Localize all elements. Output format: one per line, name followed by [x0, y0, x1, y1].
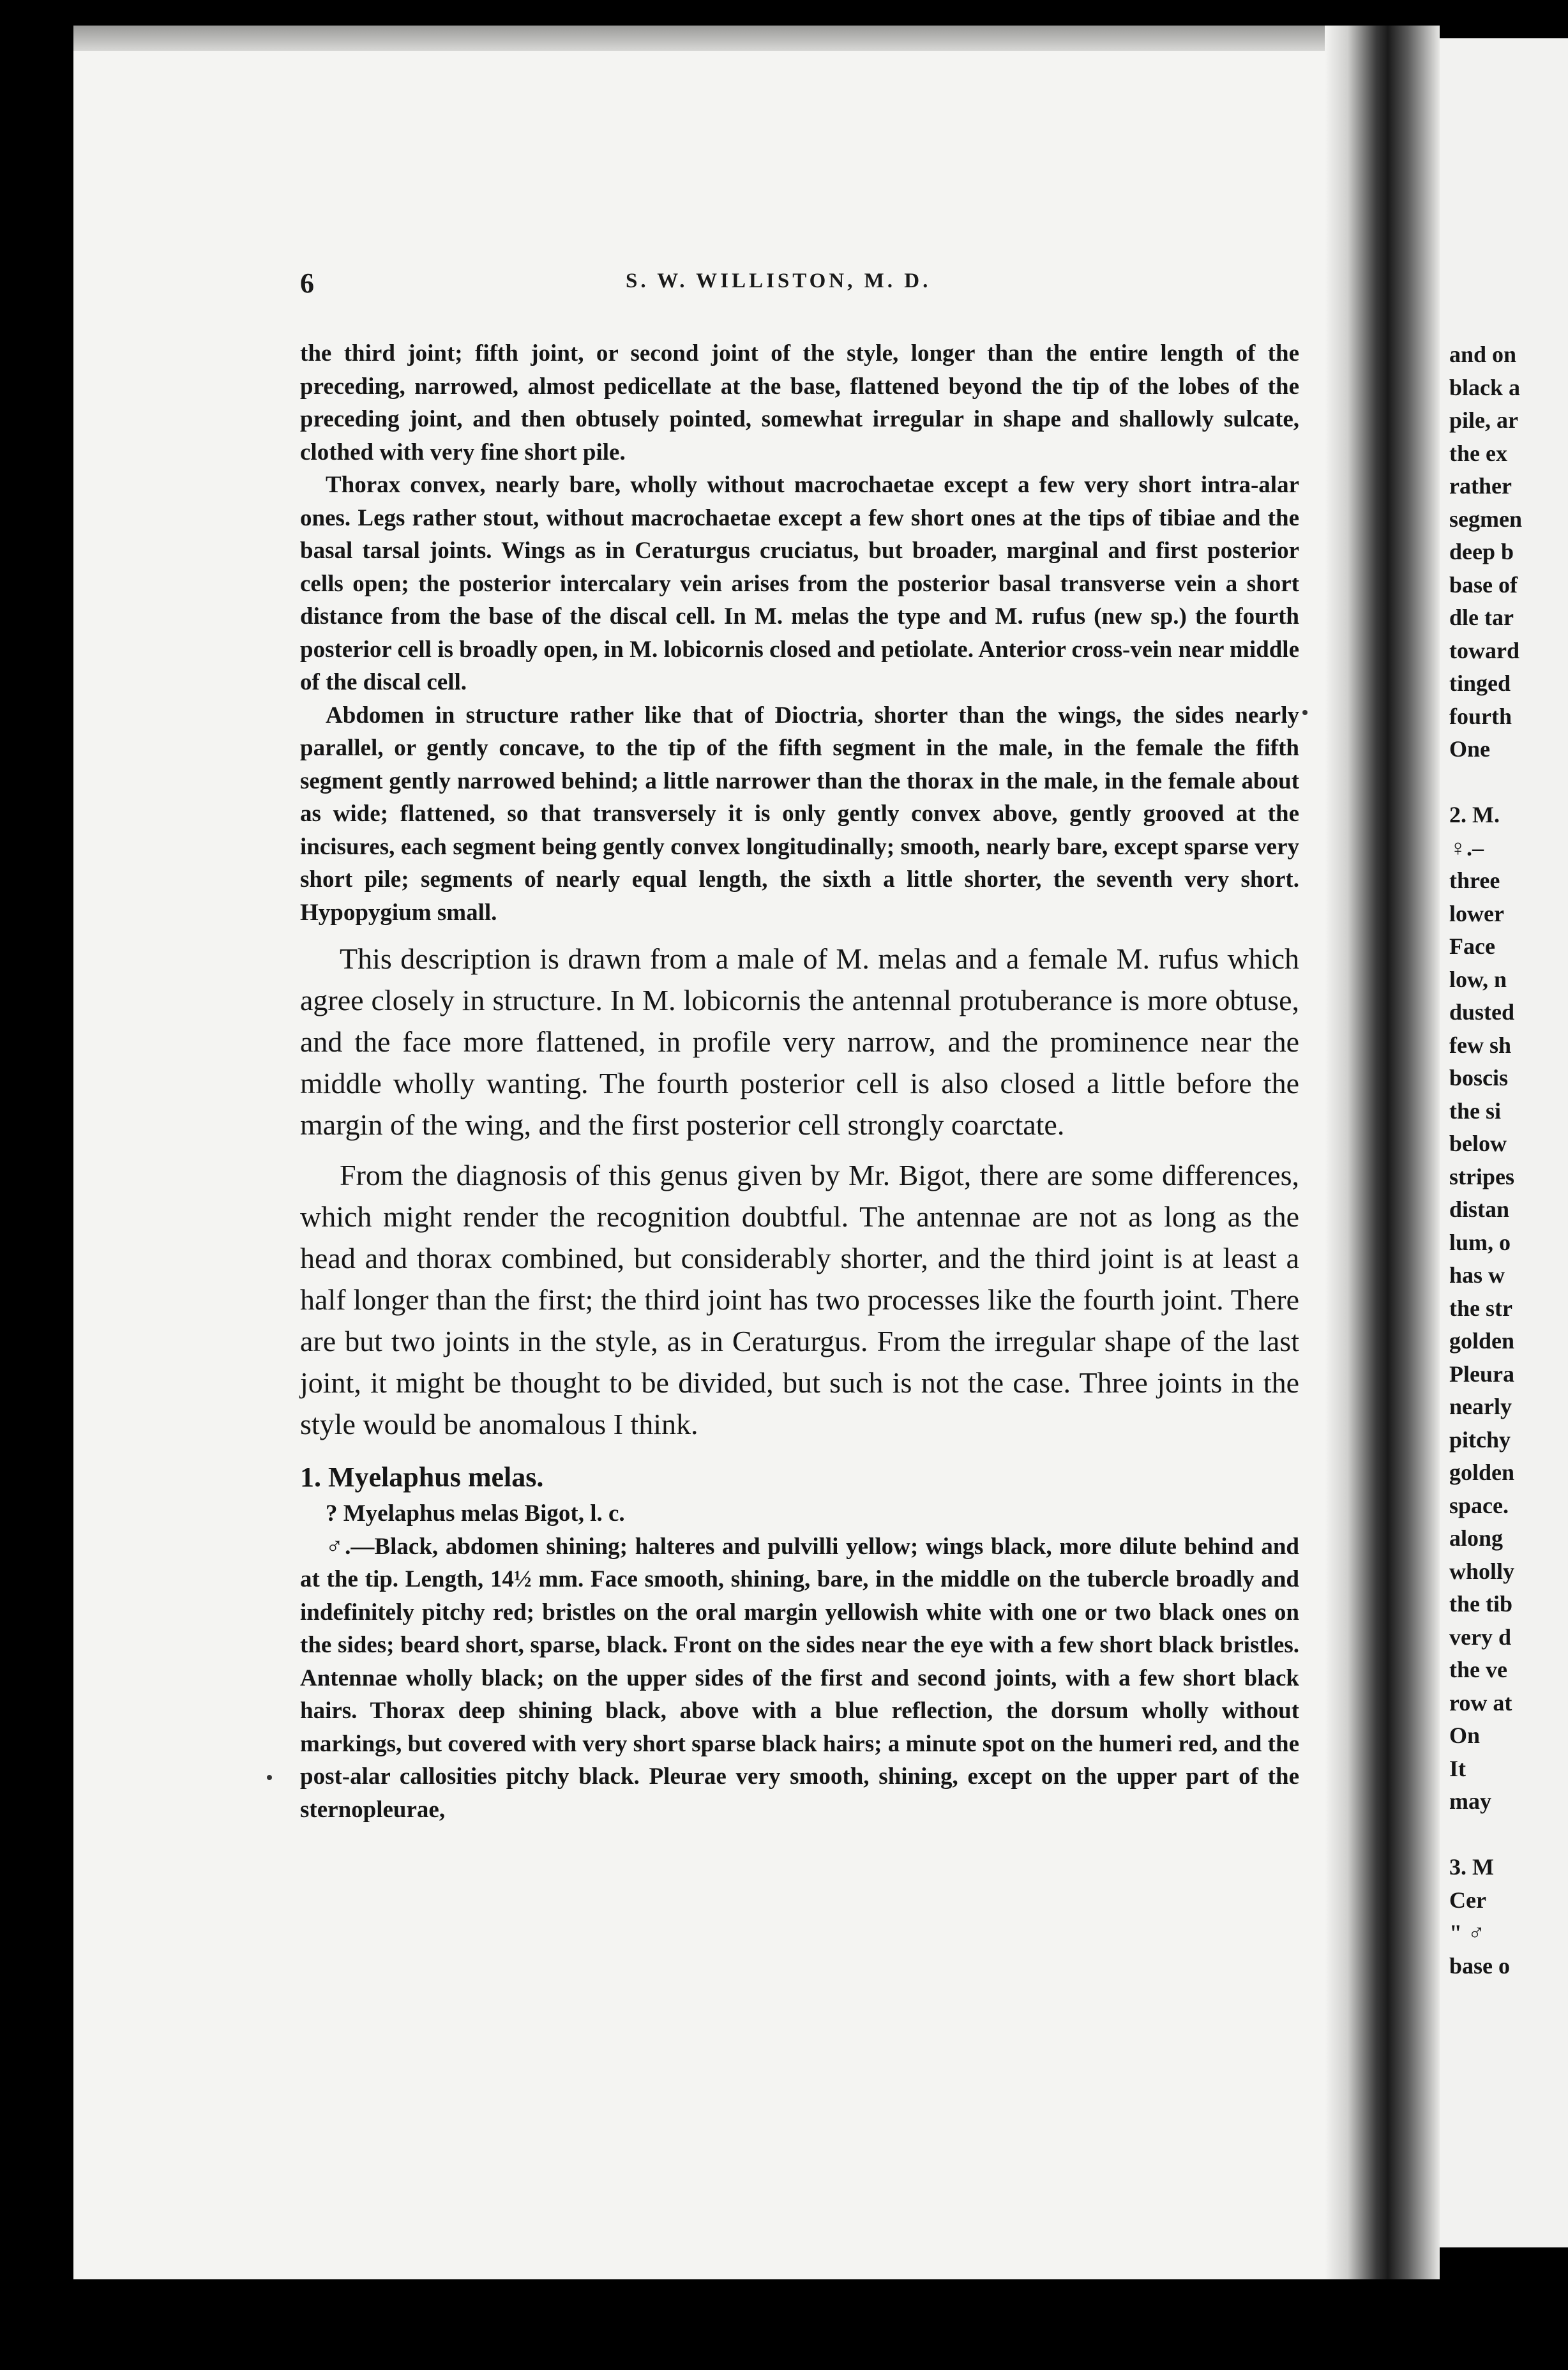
- right-page-line: very d: [1449, 1624, 1511, 1650]
- right-page-line: rather: [1449, 473, 1512, 499]
- right-page-line: golden: [1449, 1460, 1515, 1485]
- right-page-line: dusted: [1449, 999, 1515, 1025]
- right-page-line: Face: [1449, 933, 1495, 959]
- right-page-line: One: [1449, 736, 1491, 762]
- main-text: [300, 337, 1299, 1826]
- print-speck: [1302, 710, 1308, 715]
- right-page-line: golden: [1449, 1328, 1515, 1354]
- right-page-line: base of: [1449, 571, 1518, 598]
- right-page-line: lum, o: [1449, 1229, 1511, 1255]
- right-page-line: the tib: [1449, 1591, 1512, 1617]
- right-page-line: three: [1449, 868, 1500, 893]
- right-page-line: and on: [1449, 342, 1517, 367]
- right-page-line: 3. M: [1449, 1854, 1494, 1880]
- right-page-line: deep b: [1449, 539, 1514, 564]
- right-page-line: black a: [1449, 374, 1521, 400]
- paragraph-description-note: This description is drawn from a male of M. melas and a female M. rufus which agree closely in structure. In M. lobicornis the antennal protuberance is more obtuse, and the face more flattened, in profile very narrow, and the prominence near the middle wholly wanting. The fourth posterior cell is also closed a little before the margin of the wing, and the first posterior cell strongly coarctate.: [300, 942, 1299, 1141]
- right-page-line: pile, ar: [1449, 407, 1518, 433]
- right-page-line: On: [1449, 1723, 1481, 1748]
- right-page-line: along: [1449, 1525, 1504, 1551]
- page-header: [300, 267, 1296, 305]
- right-page-line: few sh: [1449, 1032, 1511, 1058]
- right-page-line: segmen: [1449, 506, 1522, 532]
- right-page-line: tinged: [1449, 670, 1511, 696]
- right-page-line: " ♂: [1449, 1920, 1485, 1945]
- right-page-line: the str: [1449, 1295, 1512, 1321]
- right-page-line: Cer: [1449, 1887, 1486, 1913]
- paragraph-thorax: Thorax convex, nearly bare, wholly without macrochaetae except a few very short intra-alar ones. Legs rather stout, without macrochaetae except a few short ones at the tips of tibiae and the basal tarsal joints. Wings as in Ceraturgus cruciatus, but broader, marginal and first posterior cells open; the posterior intercalary vein arises from the posterior basal transverse vein a short distance from the base of the discal cell. In M. melas the type and M. rufus (new sp.) the fourth posterior cell is broadly open, in M. lobicornis closed and petiolate. Anterior cross-vein near middle of the discal cell.: [300, 472, 1299, 695]
- right-page-line: Pleura: [1449, 1361, 1514, 1387]
- page-number: 6: [300, 268, 314, 299]
- right-page-line: the ex: [1449, 440, 1507, 466]
- right-page-line: [1449, 1818, 1568, 1852]
- right-page-line: has w: [1449, 1262, 1505, 1288]
- right-page-line: base o: [1449, 1952, 1511, 1979]
- right-page-line: distan: [1449, 1196, 1510, 1222]
- species-heading: 1. Myelaphus melas.: [300, 1461, 544, 1493]
- running-head: S. W. WILLISTON, M. D.: [626, 269, 931, 292]
- right-page-line: pitchy: [1449, 1426, 1511, 1453]
- paragraph-male-description: ♂.—Black, abdomen shining; halteres and pulvilli yellow; wings black, more dilute behind and at the tip. Length, 14½ mm. Face smooth, shining, bare, in the middle on the tubercle broadly and indefinitely pitchy red; bristles on the oral margin yellowish white with one or two black ones on the sides; beard short, sparse, black. Front on the sides near the eye with a few short black bristles. Antennae wholly black; on the upper sides of the first and second joints, with a few short black hairs. Thorax deep shining black, above with a blue reflection, the dorsum wholly without markings, but covered with very short sparse black hairs; a minute spot on the humeri red, and the post-alar callosities pitchy black. Pleurae very smooth, shining, except on the upper part of the sternopleurae,: [300, 1533, 1299, 1823]
- right-page: [1440, 38, 1568, 2247]
- right-page-line: ♀.–: [1449, 834, 1484, 861]
- right-page-line: It: [1449, 1755, 1466, 1781]
- right-page-line: nearly: [1449, 1394, 1512, 1419]
- right-page-line: stripes: [1449, 1163, 1514, 1189]
- right-page-line: below: [1449, 1131, 1507, 1156]
- right-page-line: space.: [1449, 1492, 1509, 1518]
- right-page-line: may: [1449, 1788, 1491, 1814]
- right-page-line: the si: [1449, 1098, 1501, 1124]
- right-page-line: the ve: [1449, 1657, 1507, 1682]
- right-page-line: dle tar: [1449, 605, 1514, 630]
- print-speck: [267, 1775, 272, 1780]
- right-page-line: lower: [1449, 900, 1504, 926]
- synonym-citation: ? Myelaphus melas Bigot, l. c.: [326, 1500, 625, 1527]
- paragraph-antenna: the third joint; fifth joint, or second joint of the style, longer than the entire length of the preceding, narrowed, almost pedicellate at the base, flattened beyond the tip of the lobes of the preceding joint, and then obtusely pointed, somewhat irregular in shape and shallowly sulcate, clothed with very fine short pile.: [300, 340, 1299, 465]
- right-page-text: [1449, 338, 1568, 1982]
- right-page-line: row at: [1449, 1689, 1512, 1716]
- right-page-line: low, n: [1449, 966, 1507, 992]
- right-page-line: wholly: [1449, 1558, 1515, 1584]
- right-page-line: fourth: [1449, 703, 1512, 729]
- right-page-line: boscis: [1449, 1065, 1509, 1091]
- paragraph-bigot-diagnosis: From the diagnosis of this genus given by Mr. Bigot, there are some differences, which might render the recognition doubtful. The antennae are not as long as the head and thorax combined, but considerably shorter, and the third joint is at least a half longer than the first; the third joint has two processes like the fourth joint. There are but two joints in the style, as in Ceraturgus. From the irregular shape of the last joint, it might be thought to be divided, but such is not the case. Three joints in the style would be anomalous I think.: [300, 1159, 1299, 1440]
- right-page-line: [1449, 766, 1568, 799]
- right-page-line: toward: [1449, 637, 1519, 663]
- right-page-line: 2. M.: [1449, 802, 1500, 827]
- book-gutter: [1325, 26, 1440, 2279]
- paragraph-abdomen: Abdomen in structure rather like that of Dioctria, shorter than the wings, the sides nearly parallel, or gently concave, to the tip of the fifth segment in the male, in the female the fifth segment gently narrowed behind; a little narrower than the thorax in the male, in the female about as wide; flattened, so that transversely it is only gently convex above, gently grooved at the incisures, each segment being gently convex longitudinally; smooth, nearly bare, except sparse very short pile; segments of nearly equal length, the sixth a little shorter, the seventh very short. Hypopygium small.: [300, 702, 1299, 926]
